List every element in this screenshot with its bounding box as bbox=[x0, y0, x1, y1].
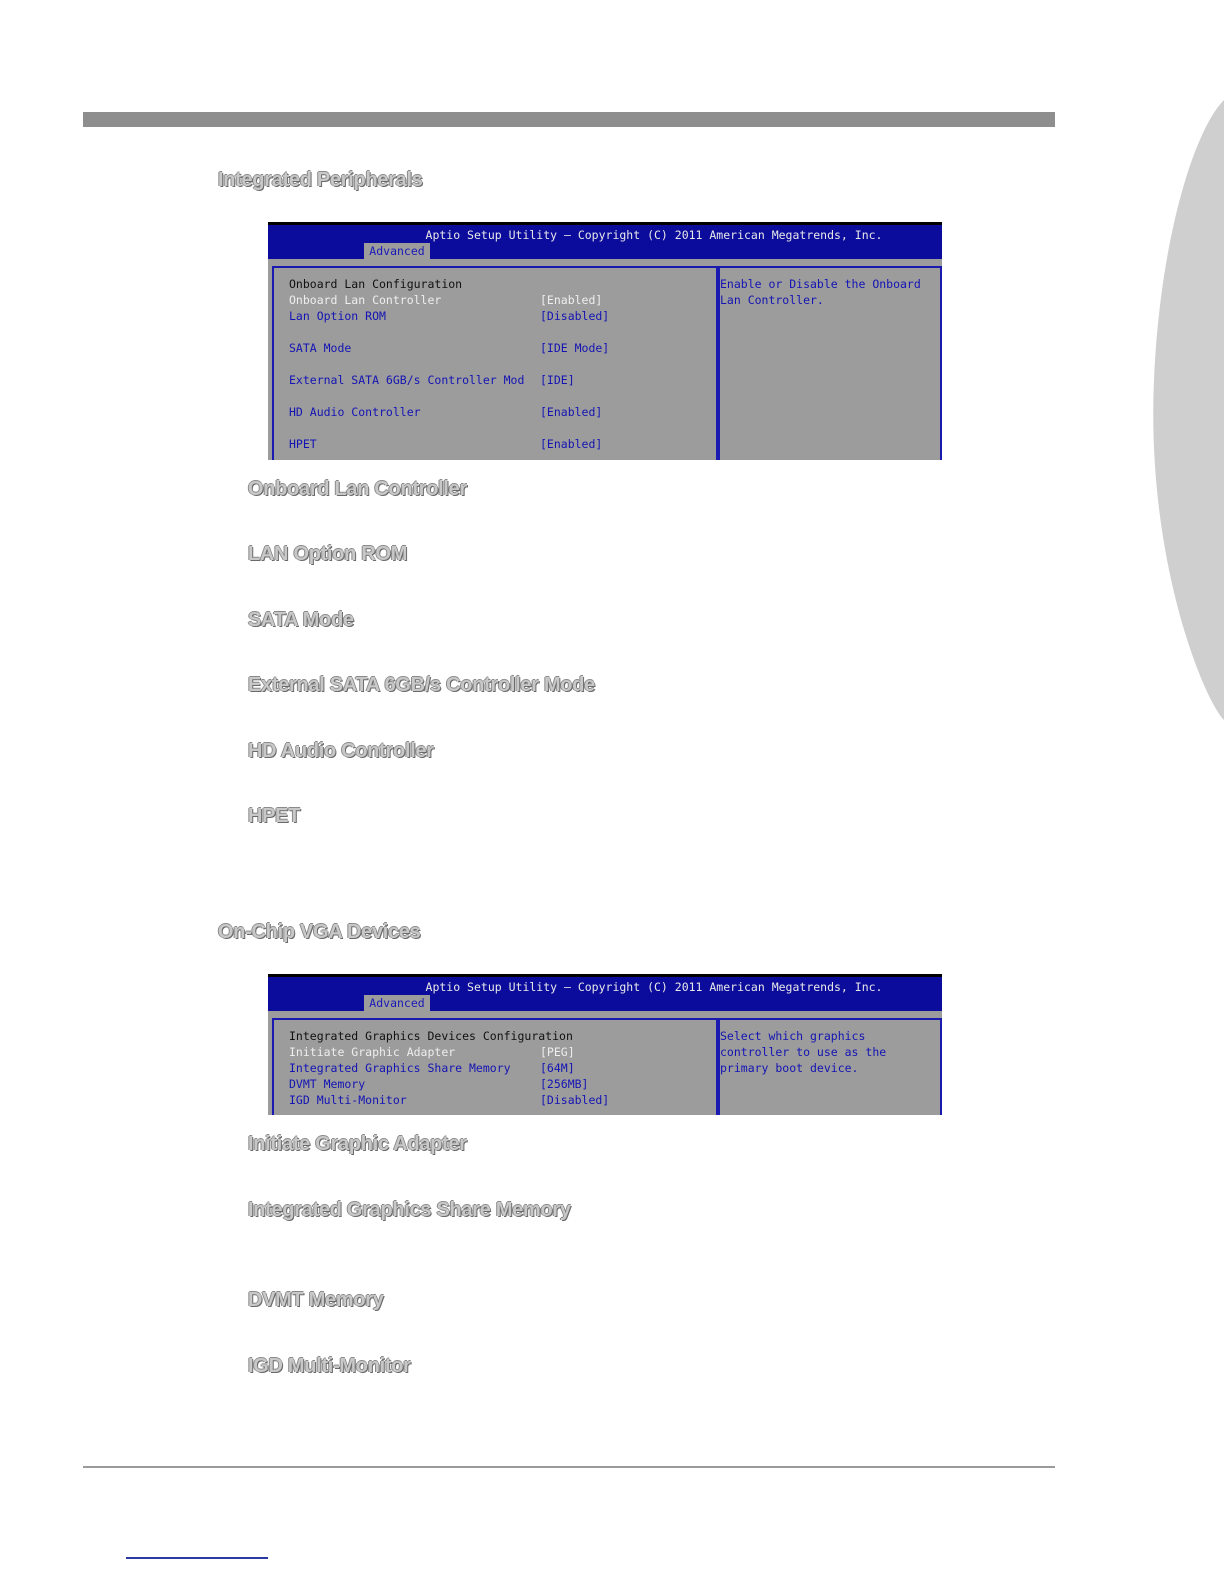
value-onboard-lan-controller[interactable]: [Enabled] bbox=[540, 293, 603, 307]
help-text-line: controller to use as the bbox=[720, 1045, 887, 1059]
section-title-integrated-peripherals: Integrated Peripherals bbox=[218, 169, 423, 191]
value-lan-option-rom[interactable]: [Disabled] bbox=[540, 309, 610, 323]
setting-sata-mode[interactable]: SATA Mode bbox=[289, 341, 352, 355]
value-sata-mode[interactable]: [IDE Mode] bbox=[540, 341, 610, 355]
value-external-sata-controller-mode[interactable]: [IDE] bbox=[540, 373, 575, 387]
bios-header-title: Aptio Setup Utility – Copyright (C) 2011 American Megatrends, Inc. bbox=[425, 980, 883, 994]
item-heading-hpet: HPET bbox=[248, 805, 301, 827]
item-heading-integrated-graphics-share-memory: Integrated Graphics Share Memory bbox=[248, 1199, 571, 1221]
setting-hd-audio-controller[interactable]: HD Audio Controller bbox=[289, 405, 421, 419]
bios-header-title: Aptio Setup Utility – Copyright (C) 2011 American Megatrends, Inc. bbox=[425, 228, 883, 242]
item-heading-external-sata-controller-mode: External SATA 6GB/s Controller Mode bbox=[248, 674, 595, 696]
setting-initiate-graphic-adapter[interactable]: Initiate Graphic Adapter bbox=[289, 1045, 456, 1059]
value-hd-audio-controller[interactable]: [Enabled] bbox=[540, 405, 603, 419]
value-igd-multi-monitor[interactable]: [Disabled] bbox=[540, 1093, 610, 1107]
setting-lan-option-rom[interactable]: Lan Option ROM bbox=[289, 309, 386, 323]
bios-screen-integrated-peripherals bbox=[268, 222, 942, 460]
item-heading-igd-multi-monitor: IGD Multi-Monitor bbox=[248, 1355, 411, 1377]
tab-advanced[interactable]: Advanced bbox=[364, 243, 430, 259]
setting-integrated-graphics-share-memory[interactable]: Integrated Graphics Share Memory bbox=[289, 1061, 511, 1075]
help-text-line: primary boot device. bbox=[720, 1061, 859, 1075]
setting-igd-multi-monitor[interactable]: IGD Multi-Monitor bbox=[289, 1093, 407, 1107]
value-integrated-graphics-share-memory[interactable]: [64M] bbox=[540, 1061, 575, 1075]
section-title-on-chip-vga-devices: On-Chip VGA Devices bbox=[218, 921, 421, 943]
group-label: Onboard Lan Configuration bbox=[289, 277, 463, 291]
item-heading-initiate-graphic-adapter: Initiate Graphic Adapter bbox=[248, 1133, 467, 1155]
item-heading-lan-option-rom: LAN Option ROM bbox=[248, 543, 408, 565]
bios-screen-on-chip-vga bbox=[268, 974, 942, 1115]
value-dvmt-memory[interactable]: [256MB] bbox=[540, 1077, 589, 1091]
header-bar bbox=[83, 112, 1055, 127]
item-heading-onboard-lan-controller: Onboard Lan Controller bbox=[248, 478, 467, 500]
item-heading-dvmt-memory: DVMT Memory bbox=[248, 1289, 384, 1311]
side-tab-decoration bbox=[1054, 0, 1224, 1584]
item-heading-sata-mode: SATA Mode bbox=[248, 609, 354, 631]
item-heading-hd-audio-controller: HD Audio Controller bbox=[248, 740, 434, 762]
value-hpet[interactable]: [Enabled] bbox=[540, 437, 603, 451]
help-text-line: Select which graphics bbox=[720, 1029, 866, 1043]
setting-dvmt-memory[interactable]: DVMT Memory bbox=[289, 1077, 366, 1091]
help-text-line: Enable or Disable the Onboard bbox=[720, 277, 921, 291]
tab-advanced[interactable]: Advanced bbox=[364, 995, 430, 1011]
footer-link-underline bbox=[126, 1557, 268, 1559]
setting-onboard-lan-controller[interactable]: Onboard Lan Controller bbox=[289, 293, 442, 307]
footer-rule bbox=[83, 1466, 1055, 1468]
value-initiate-graphic-adapter[interactable]: [PEG] bbox=[540, 1045, 575, 1059]
setting-hpet[interactable]: HPET bbox=[289, 437, 317, 451]
help-text-line: Lan Controller. bbox=[720, 293, 824, 307]
setting-external-sata-controller-mode[interactable]: External SATA 6GB/s Controller Mod bbox=[289, 373, 525, 387]
group-label: Integrated Graphics Devices Configuration bbox=[289, 1029, 573, 1043]
